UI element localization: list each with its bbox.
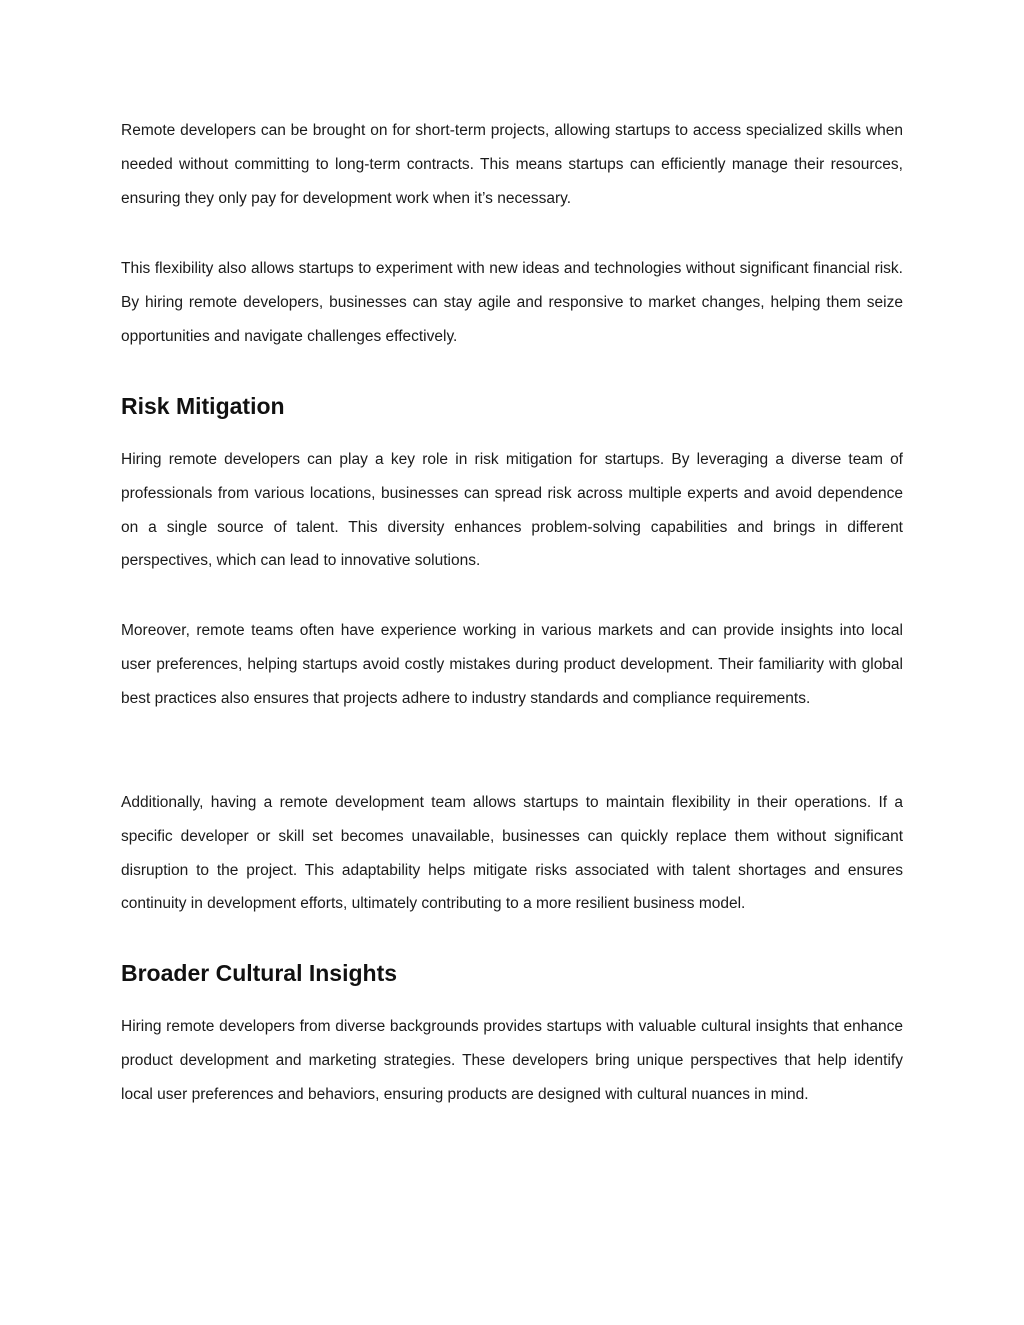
risk-paragraph-continuity: Additionally, having a remote development team allows startups to maintain flexibility in their operations. If a specific developer or skill set becomes unavailable, businesses can quickly replace them without significant disruption to the project. This adaptability helps mitigate risks associated with talent shortages and ensures continuity in development efforts, ultimately contributing to a more resilient business model. <box>121 794 903 913</box>
risk-paragraph-local-markets: Moreover, remote teams often have experience working in various markets and can provide insights into local user preferences, helping startups avoid costly mistakes during product development. Their familiarity with global best practices also ensures that projects adhere to industry standards and compliance requirements. <box>121 622 903 707</box>
intro-paragraph-flexibility: This flexibility also allows startups to experiment with new ideas and technologies without significant financial risk. By hiring remote developers, businesses can stay agile and responsive to market changes, helping them seize opportunities and navigate challenges effectively. <box>121 260 903 345</box>
risk-paragraph-diverse-team: Hiring remote developers can play a key role in risk mitigation for startups. By leveraging a diverse team of professionals from various locations, businesses can spread risk across multiple experts and avoid dependence on a single source of talent. This diversity enhances problem-solving capabilities and brings in different perspectives, which can lead to innovative solutions. <box>121 451 903 570</box>
heading-risk-mitigation: Risk Mitigation <box>121 393 285 419</box>
heading-broader-cultural-insights: Broader Cultural Insights <box>121 960 398 986</box>
cultural-paragraph-diverse-backgrounds: Hiring remote developers from diverse backgrounds provides startups with valuable cultural insights that enhance product development and marketing strategies. These developers bring unique perspectives that help identify local user preferences and behaviors, ensuring products are designed with cultural nuances in mind. <box>121 1018 903 1103</box>
intro-paragraph-short-term-projects: Remote developers can be brought on for short-term projects, allowing startups to access specialized skills when needed without committing to long-term contracts. This means startups can efficiently manage their resources, ensuring they only pay for development work when it’s necessary. <box>121 122 903 207</box>
